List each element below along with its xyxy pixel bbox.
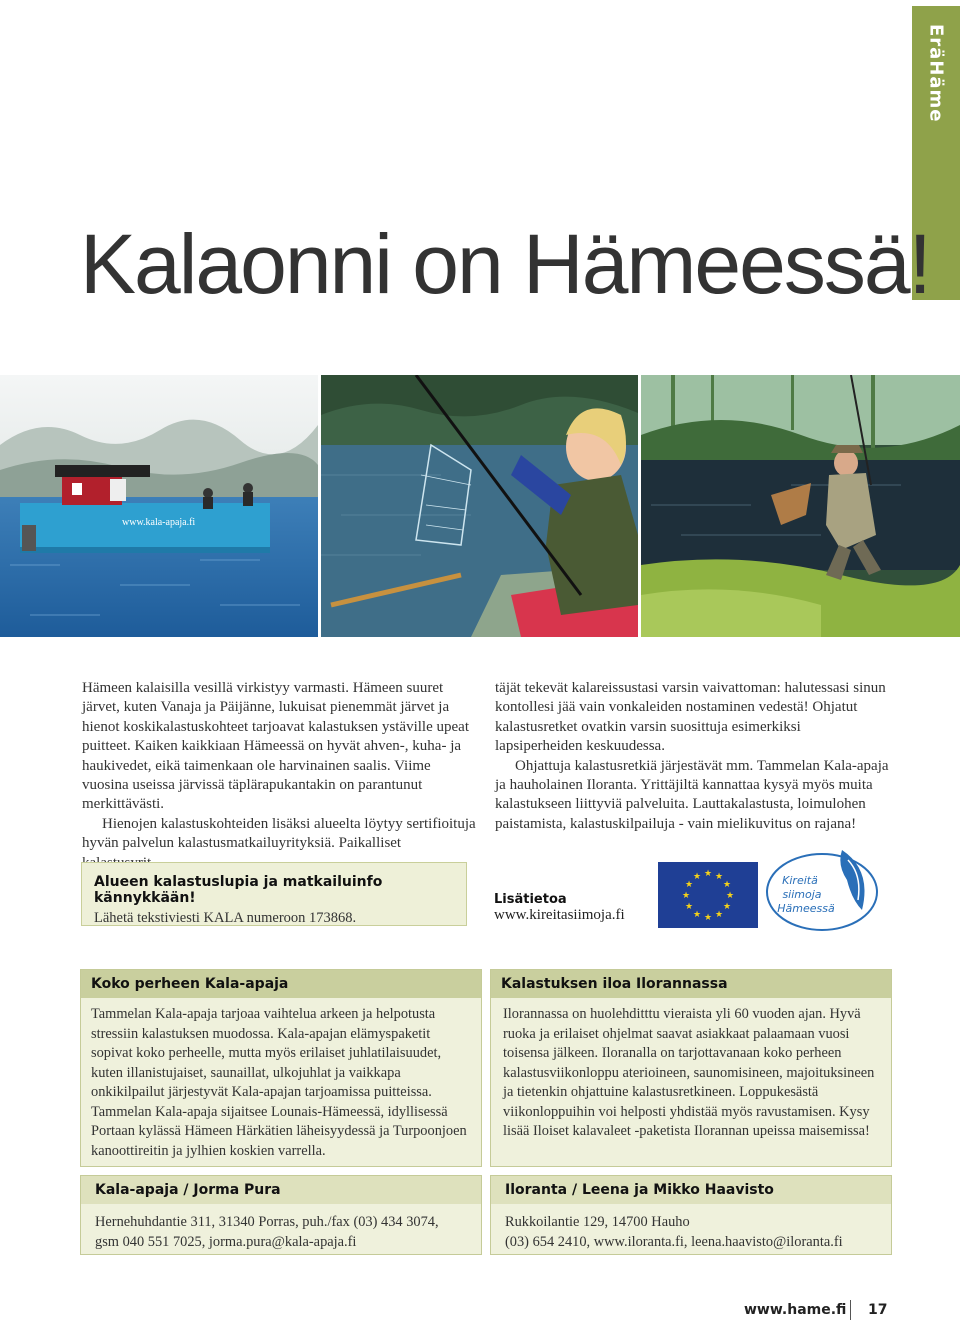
svg-text:★: ★: [692, 910, 702, 920]
more-info-heading: Lisätietoa: [494, 892, 567, 907]
page-title: Kalaonni on Hämeessä!: [80, 217, 930, 311]
contact-line: Rukkoilantie 129, 14700 Hauho: [505, 1214, 690, 1230]
iloranta-box: [490, 969, 892, 1167]
svg-text:★: ★: [722, 880, 732, 890]
footer-url[interactable]: www.hame.fi: [744, 1302, 847, 1318]
eu-flag-logo: [658, 862, 758, 928]
side-tab-label: EräHäme: [925, 24, 947, 123]
more-info: [494, 892, 625, 924]
girl-fishing-photo: [321, 375, 638, 637]
iloranta-contact: [490, 1175, 892, 1255]
box-text: Ilorannassa on huolehditttu vieraista yli 60 vuoden ajan. Hyvä ruoka ja erilaiset ohjelmat saavat asiakkaat palaamaan vuosi toisensa jälkeen. Iloranalla on tarjottavanaan koko perheen kalastusviikonloppu aterioineen, saunomisineen, majoituksineen ja tietenkin ohjattuine kalastusretkineen. Loppukesästä viikonloppuihin voi helposti yhdistää myös ravustamisen. Kysy lisää Iloiset kalavaleet -paketista Ilorannan upeissa maisemissa!: [503, 1006, 875, 1139]
svg-text:★: ★: [681, 891, 691, 901]
intro-paragraph: Hämeen kalaisilla vesillä virkistyy varmasti. Hämeen suuret järvet, kuten Vanaja ja Päijänne, lukuisat pienemmät järvet ja hienot koskikalastuskohteet tarjoavat kalastuksen ystäville upeat puitteet. Kaiken kaikkiaan Hämeessä on hyvät ahven-, kuha- ja haukivedet, eikä taimenkaan ole harvinainen saalis. Viime vuosina useissa järvissä täplärapukantakin on parantunut merkittävästi.: [82, 680, 469, 813]
box-heading: Koko perheen Kala-apaja: [81, 970, 481, 998]
more-info-link[interactable]: www.kireitasiimoja.fi: [494, 907, 625, 923]
svg-text:★: ★: [692, 872, 702, 882]
contact-heading: Kala-apaja / Jorma Pura: [81, 1176, 481, 1204]
svg-text:★: ★: [714, 910, 724, 920]
kireita-siimoja-logo: [762, 840, 882, 936]
intro-left-column: [82, 679, 478, 873]
box-text: Tammelan Kala-apaja tarjoaa vaihtelua arkeen ja helpotusta stressiin kalastuksen muodossa. Kala-apajan elämyspaketit sopivat koko perheelle, mutta myös erilaiset juhlatilaisuudet, kuten illanistujaiset, saunaillat, ulkojuhlat ja vaikkapa onkikilpailut järjestyvät Kala-apajan tarjoamissa puitteissa. Tammelan Kala-apaja sijaitsee Lounais-Hämeessä, idyllisessä Portaan kylässä Hämeen Härkätien läheisyydessä ja Turpoonjoen kanoottireitin ja jylhien koskien varrella.: [91, 1006, 467, 1159]
sms-text: Lähetä tekstiviesti KALA numeroon 173868.: [94, 910, 357, 926]
logo-text: siimoja: [782, 888, 822, 901]
logo-text: Hämeessä: [777, 902, 835, 915]
svg-text:★: ★: [722, 902, 732, 912]
contact-line: Hernehuhdantie 311, 31340 Porras, puh./fax (03) 434 3074,: [95, 1214, 439, 1230]
contact-details: [491, 1204, 891, 1261]
footer-divider: [850, 1300, 851, 1320]
svg-text:★: ★: [703, 869, 713, 879]
boat-website-text: www.kala-apaja.fi: [122, 517, 196, 528]
contact-heading: Iloranta / Leena ja Mikko Haavisto: [491, 1176, 891, 1204]
contact-line: (03) 654 2410, www.iloranta.fi, leena.haavisto@iloranta.fi: [505, 1233, 843, 1250]
intro-paragraph: täjät tekevät kalareissustasi varsin vaivattoman: halutessasi sinun kontollesi jää vain vonkaleiden nostaminen vedestä! Ohjatut kalastusretket ovatkin varsin suosittuja esimerkiksi lapsiperheiden keskuudessa.: [495, 680, 886, 755]
kala-apaja-box: [80, 969, 482, 1167]
kala-apaja-contact: [80, 1175, 482, 1255]
svg-text:★: ★: [714, 872, 724, 882]
svg-text:★: ★: [725, 891, 735, 901]
logo-text: Kireitä: [782, 874, 818, 887]
box-heading: Kalastuksen iloa Ilorannassa: [491, 970, 891, 998]
svg-text:★: ★: [684, 902, 694, 912]
svg-text:★: ★: [684, 880, 694, 890]
svg-text:★: ★: [703, 913, 713, 923]
intro-right-column: [495, 679, 891, 834]
page-number: 17: [868, 1302, 888, 1318]
houseboat-photo: [0, 375, 318, 637]
river-angler-photo: [641, 375, 960, 637]
intro-paragraph: Ohjattuja kalastusretkiä järjestävät mm. Tammelan Kala-apaja ja hauholainen Iloranta. Yrittäjiltä kannattaa kysyä myös muita kalastukseen liittyviä palveluita. Lauttakalastusta, loimulohen paistamista, kalastuskilpailuja - vain mielikuvitus on rajana!: [495, 757, 889, 832]
sms-info-box: [81, 862, 467, 926]
intro-paragraph: Hienojen kalastuskohteiden lisäksi alueelta löytyy sertifioituja hyvän palvelun kalastusmatkailuyrityksiä. Paikalliset: [82, 815, 476, 852]
contact-details: [81, 1204, 481, 1261]
sms-heading: Alueen kalastuslupia ja matkailuinfo kännykkään!: [94, 874, 383, 906]
contact-line: gsm 040 551 7025, jorma.pura@kala-apaja.fi: [95, 1233, 357, 1250]
